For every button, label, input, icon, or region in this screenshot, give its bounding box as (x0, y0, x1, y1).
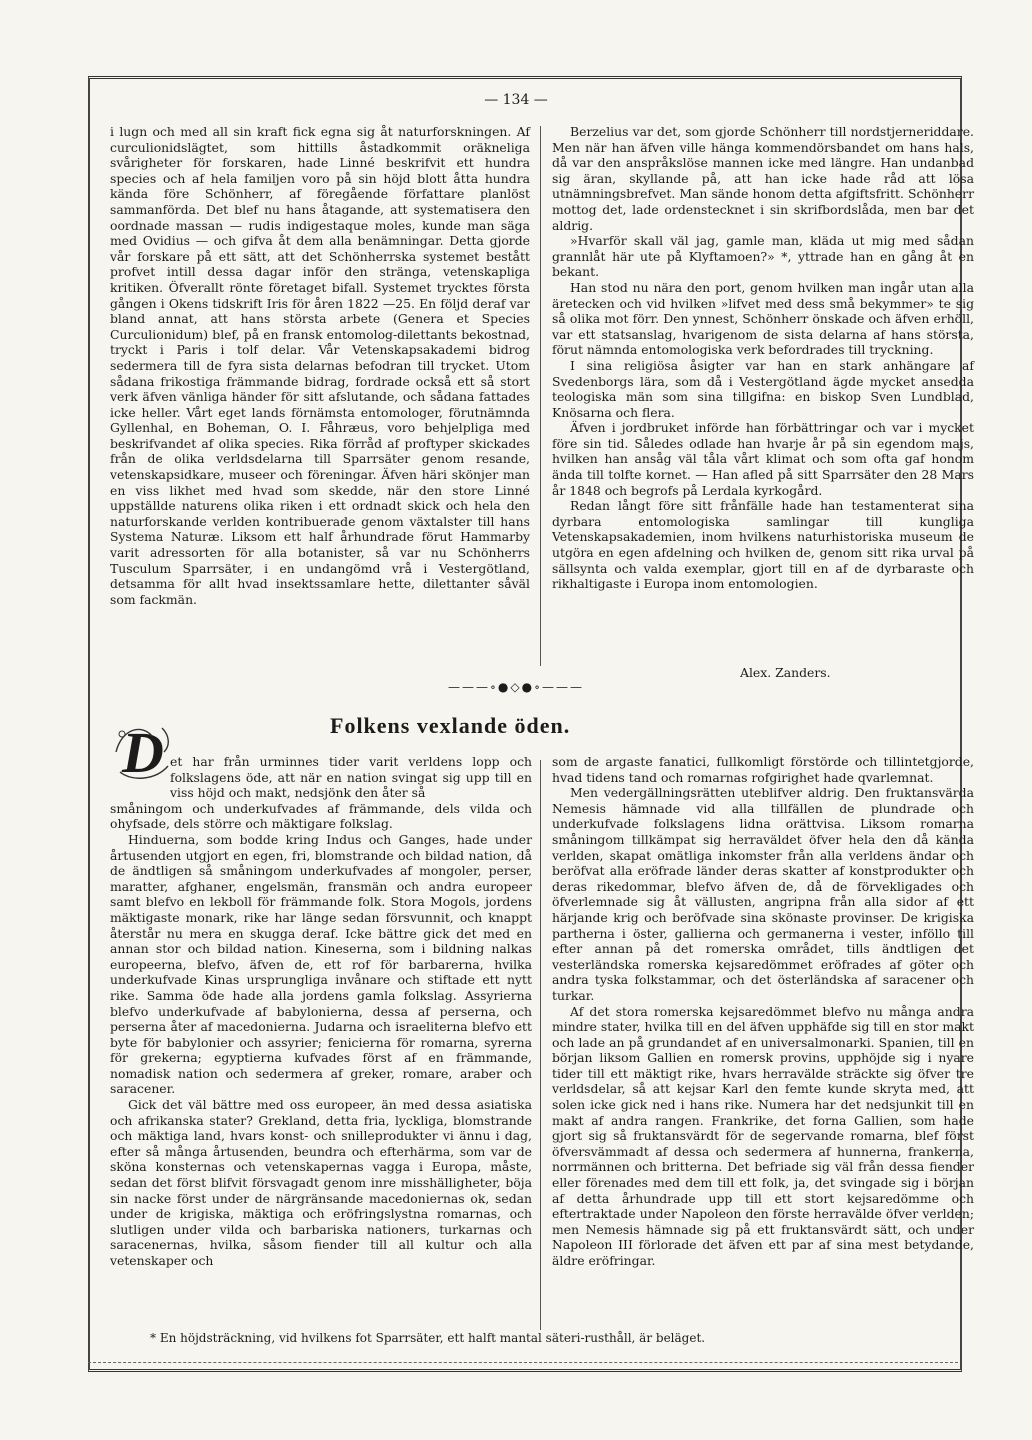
paragraph: som de argaste fanatici, fullkomligt förstörde och tillintetgjorde, hvad tidens tand och romarnas rofgirighet hade qvarlemnat. (552, 754, 974, 785)
column-bottom-right (552, 754, 974, 1269)
column-divider (540, 126, 541, 666)
dropcap-letter: D (122, 720, 164, 785)
paragraph-rest: småningom och underkufvades af främmande, dels vilda och ohyfsade, dels större och mäktigare folkslag. (110, 800, 532, 832)
paragraph: Han stod nu nära den port, genom hvilken man ingår utan alla äretecken och vid hvilken »lifvet med dess små bekymmer» te sig så olika mot förr. Den ynnest, Schönherr önskade och äfven erhöll, var ett statsanslag, hvarigenom de sista delarna af hans största, förut nämnda entomologiska verk befordrades till tryckning. (552, 279, 974, 358)
column-divider (540, 760, 541, 1330)
footnote: * En höjdsträckning, vid hvilkens fot Sparrsäter, ett halft mantal säteri-rusthåll, är beläget. (150, 1331, 706, 1345)
paragraph: Hinduerna, som bodde kring Indus och Ganges, hade under årtusenden utgjort en egen, fri, blomstrande och bildad nation, då de ändtligen så småningom underkufvades af mongoler, perser, maratter, afghaner, engelsmän, fransmän och andra europeer samt blefvo en lekboll för främmande folk. Stora Mogols, jordens mäktigaste monark, rike har länge sedan försvunnit, och knappt återstår nu mera en skugga deraf. Icke bättre gick det med en annan stor och bildad nation. Kineserna, som i bildning nalkas europeerna, blefvo, äfven de, ett rof för barbarerna, hvilka underkufvade Kinas ursprungliga invånare och stiftade ett nytt rike. Samma öde hade alla jordens gamla folkslag. Assyrierna blefvo underkufvade af babylonierna, dessa af perserna, och perserna åter af macedonierna. Judarna och israeliterna blefvo ett byte för babylonier och assyrier; fenicierna för romarna, syrerna för grekerna; egyptierna kufvades först af en främmande, nomadisk nation och sedermera af greker, romare, araber och saracener. (110, 831, 532, 1097)
column-top-left (110, 124, 530, 607)
column-bottom-left (110, 754, 532, 1269)
paragraph: Af det stora romerska kejsaredömmet blefvo nu många andra mindre stater, hvilka till en del äfven upphäfde sig till en stor makt och lade an på grundandet af en universalmonarki. Spanien, till en början liksom Gallien en romersk provins, upphöjde sig i nyare tider till ett mäktigt rike, hvars herravälde sträckte sig öfver tre verldsdelar, så att kejsar Karl den femte kunde skryta med, att solen icke gick ned i hans rike. Numera har det nedsjunkit till en makt af andra rangen. Frankrike, det forna Gallien, som hade gjort sig så fruktansvärdt för de segervande romarna, blef först öfversvämmadt af dessa och sedermera af hunnerna, frankerna, norrmännen och britterna. Det befriade sig väl från dessa fiender eller förenades med dem till ett folk, ja, det svingade sig i början af detta århundrade upp till ett stort kejsaredömme och eftertraktade under Napoleon den förste herravälde öfver verlden; men Nemesis hämnade sig på ett fruktansvärdt sätt, och under Napoleon III förlorade det äfven ett par af sina mest betydande, äldre eröfringar. (552, 1003, 974, 1268)
paragraph: Gick det väl bättre med oss europeer, än med dessa asiatiska och afrikanska stater? Grekland, detta fria, lyckliga, blomstrande och mäktiga land, hvars konst- och snilleprodukter vi ännu i dag, efter så många årtusenden, beundra och efterhärma, som var de sköna konsternas och vetenskapernas vagga i Europa, måste, sedan det först blifvit försvagadt genom inre misshälligheter, böja sin nacke först under de närgränsande macedoniernas ok, sedan under de krigiska, mäktiga och eröfringslystna romarnas, och slutligen under vilda och barbariska nationers, turkarnas och saracenernas, hvilka, såsom fiender till all kultur och alla vetenskaper och (110, 1097, 532, 1268)
paragraph: Redan långt före sitt frånfälle hade han testamenterat sina dyrbara entomologiska samlingar till kungliga Vetenskapsakademien, inom hvilkens naturhistoriska museum de utgöra en egen afdelning och hvilken de, genom sitt rika urval på sällsynta och valda exemplar, gjort till en af de dyrbaraste och rikhaltigaste i Europa inom entomologien. (552, 498, 974, 592)
section-ornament: ———∘●◇●∘——— (448, 680, 584, 694)
article-title: Folkens vexlande öden. (330, 713, 571, 738)
paragraph: Berzelius var det, som gjorde Schönherr till nordstjerneriddare. Men när han äfven ville hänga kommendörsbandet om hans hals, då var den anspråkslöse mannen icke med längre. Han undanbad sig äran, skyllande på, att han icke hade råd att lösa utnämningsbrefvet. Man sände honom detta afgiftsfritt. Schönherr mottog det, lade ordenstecknet i sin skrifbordslåda, men bar det aldrig. (552, 124, 974, 233)
paragraph: »Hvarför skall väl jag, gamle man, kläda ut mig med sådan grannlåt här ute på Klyftamoen?» *, yttrade han en gång åt en bekant. (552, 233, 974, 280)
paragraph-lead: et har från urminnes tider varit verldens lopp och folkslagens öde, att när en nation svingat sig upp till en viss höjd och makt, nedsjönk den åter så (170, 754, 532, 801)
author-signature: Alex. Zanders. (740, 665, 831, 680)
page-number: — 134 — (484, 92, 548, 108)
paragraph (110, 754, 532, 832)
paragraph: Äfven i jordbruket införde han förbättringar och var i mycket före sin tid. Således odlade han hvarje år på sin egendom majs, hvilken han ansåg väl tåla vårt klimat och som ofta gaf honom ända till tolfte kornet. — Han afled på sitt Sparrsäter den 28 Mars år 1848 och begrofs på Lerdala kyrkogård. (552, 420, 974, 498)
paragraph: Men vedergällningsrätten uteblifver aldrig. Den fruktansvärda Nemesis hämnade vid alla tillfällen de plundrade och underkufvade folkslagens lidna orättvisa. Liksom romarna småningom tillkämpat sig herraväldet öfver hela den då kända verlden, skapat omätliga inkomster från alla verldens ändar och beröfvat alla eröfrade länder deras skatter af konstprodukter och deras rikedommar, blefvo äfven de, då de förvekligades och öfverlemnade sig åt vällusten, angripna från alla sidor af ett härjande krig och beröfvade sina skönaste provinser. De krigiska partherna i öster, gallierna och germanerna i vester, inföllo till efter annan på det romerska området, tills ändtligen det vesterländska romerska kejsaredömmet eröfrades af göter och andra tyska folkstammar, och det österländska af saracener och turkar. (552, 785, 974, 1003)
column-top-right (552, 124, 974, 592)
paragraph: I sina religiösa åsigter var han en stark anhängare af Svedenborgs lära, som då i Vestergötland ägde mycket ansedda teologiska män som sina tillgifna: en biskop Sven Lundblad, Knösarna och flera. (552, 357, 974, 420)
paragraph: i lugn och med all sin kraft fick egna sig åt naturforskningen. Af curculionidslägtet, som hittills åstadkommit oräkneliga svårigheter för forskaren, hade Linné beskrifvit ett hundra species och af hela familjen voro på sin höjd blott åtta hundra kända före Schönherr, af föregående författare planlöst sammanförda. Det blef nu hans åtagande, att systematisera den oordnade massan — rudis indigestaque moles, kunde man säga med Ovidius — och gifva åt dem alla benämningar. Detta gjorde vår forskare på ett sätt, att det Schönherrska systemet bestått profvet intill dessa dagar inför den stränga, vetenskapliga kritiken. Öfverallt rönte företaget bifall. Systemet trycktes första gången i Okens tidskrift Iris för åren 1822 —25. En följd deraf var bland annat, att hans största arbete (Genera et Species Curculionidum) blef, på en fransk entomolog-dilettants bekostnad, tryckt i Paris i tolf delar. Vår Vetenskapsakademi bidrog sedermera till de fyra sista delarnas befodran till trycket. Utom sådana frikostiga främmande bidrag, fordrade också ett så stort verk äfven vänliga händer för sitt afslutande, och sådana fattades icke heller. Vårt eget lands förnämsta entomologer, förutnämnda Gyllenhal, en Boheman, O. I. Fåhræus, voro behjelpliga med beskrifvandet af olika species. Rika förråd af proftyper skickades från de olika verldsdelarna till Sparrsäter genom resande, vetenskapsidkare, museer och föreningar. Äfven häri skönjer man en viss likhet med hvad som skedde, när den store Linné uppställde naturens olika riken i ett ordnadt skick och hela den naturforskande verlden kontribuerade genom växtalster till hans Systema Naturæ. Liksom ett half århundrade förut Hammarby varit adressorten för alla botanister, så var nu Schönherrs Tusculum Sparrsäter, i en undangömd vrå i Vestergötland, detsamma för allt hvad insektssamlare hette, dilettanter såväl som fackmän. (110, 124, 530, 607)
bottom-rule (88, 1362, 958, 1363)
